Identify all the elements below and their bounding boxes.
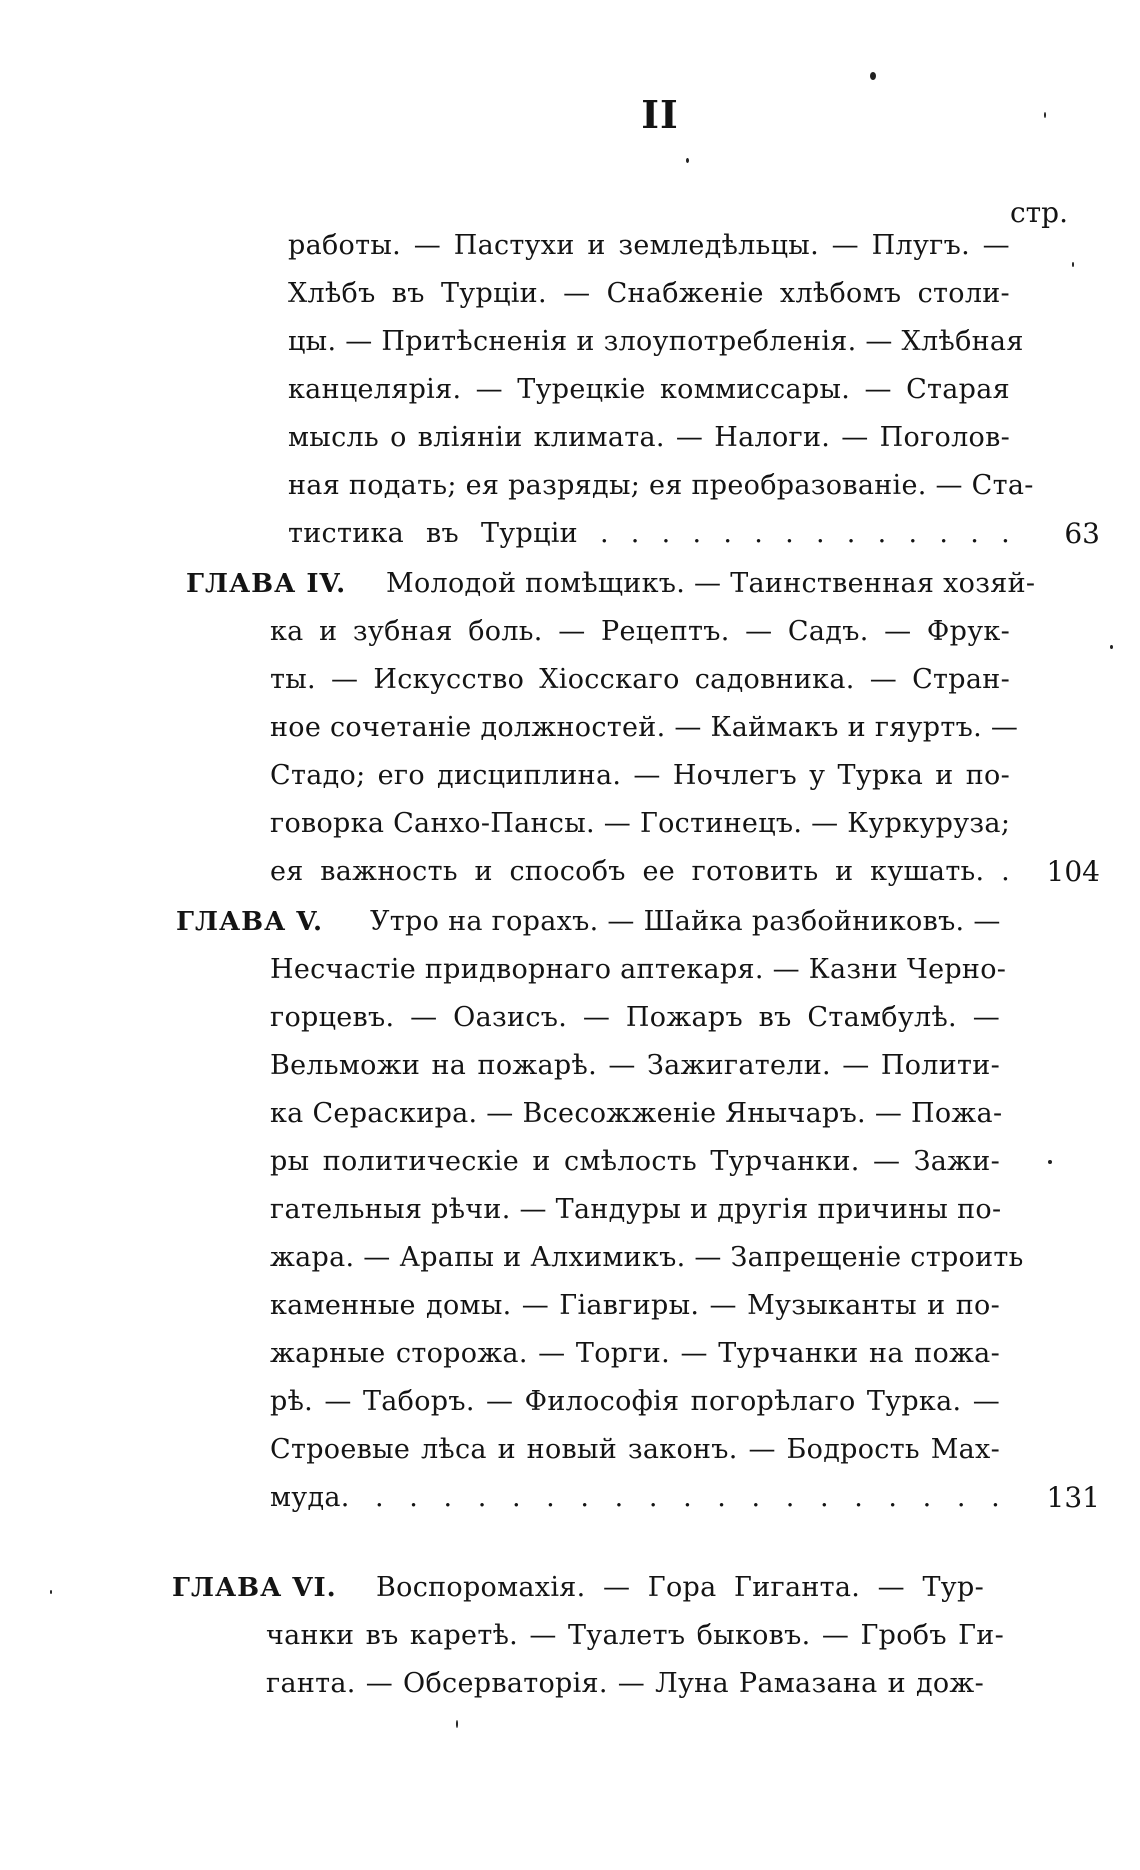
scan-speck	[1110, 645, 1113, 649]
toc-line: ная подать; ея разряды; ея преобразованіе. — Ста-	[288, 470, 1034, 501]
toc-line: Утро на горахъ. — Шайка разбойниковъ. —	[370, 906, 1001, 937]
toc-line: ты. — Искусство Хіосскаго садовника. — Стран-	[270, 664, 1010, 695]
toc-line: ганта. — Обсерваторія. — Луна Рамазана и дож-	[266, 1668, 984, 1699]
toc-line: Несчастіе придворнаго аптекаря. — Казни Черно-	[270, 954, 1007, 985]
toc-line: ное сочетаніе должностей. — Каймакъ и гяуртъ. —	[270, 712, 1019, 743]
toc-line: жара. — Арапы и Алхимикъ. — Запрещеніе строить	[270, 1242, 1024, 1273]
scan-speck	[1044, 112, 1046, 118]
toc-line: мысль о вліяніи климата. — Налоги. — Поголов-	[288, 422, 1010, 453]
toc-page-ref: 63	[1064, 517, 1100, 550]
page-column-header: стр.	[1010, 196, 1068, 229]
toc-line: цы. — Притѣсненія и злоупотребленія. — Хлѣбная	[288, 326, 1024, 357]
toc-line: рѣ. — Таборъ. — Философія погорѣлаго Турка. —	[270, 1386, 1000, 1417]
toc-page-ref: 104	[1046, 855, 1100, 888]
toc-line: каменные домы. — Гіавгиры. — Музыканты и по-	[270, 1290, 1000, 1321]
scan-speck	[50, 1590, 52, 1594]
chapter-label: ГЛАВА V.	[176, 907, 324, 937]
scan-speck	[686, 158, 689, 163]
toc-line: Строевые лѣса и новый законъ. — Бодрость Мах-	[270, 1434, 1000, 1465]
toc-line: Воспоромахія. — Гора Гиганта. — Тур-	[376, 1572, 984, 1603]
toc-page-ref: 131	[1046, 1481, 1100, 1514]
toc-line: ка и зубная боль. — Рецептъ. — Садъ. — Фрук-	[270, 616, 1010, 647]
toc-line: жарные сторожа. — Торги. — Турчанки на пожа-	[270, 1338, 1000, 1369]
scan-speck	[456, 1720, 458, 1728]
toc-line: горцевъ. — Оазисъ. — Пожаръ въ Стамбулѣ. —	[270, 1002, 1000, 1033]
scan-speck	[870, 72, 876, 80]
toc-line: ры политическіе и смѣлость Турчанки. — Зажи-	[270, 1146, 1000, 1177]
toc-line: гательныя рѣчи. — Тандуры и другія причины по-	[270, 1194, 1002, 1225]
scan-speck	[1072, 262, 1074, 267]
toc-line: чанки въ каретѣ. — Туалетъ быковъ. — Гробъ Ги-	[266, 1620, 1004, 1651]
toc-line: ея важность и способъ ее готовить и кушать. .	[270, 856, 1010, 887]
scan-speck	[1048, 1160, 1052, 1164]
toc-line: тистика въ Турціи . . . . . . . . . . . . . .	[288, 518, 1010, 549]
toc-line: Хлѣбъ въ Турціи. — Снабженіе хлѣбомъ столи-	[288, 278, 1010, 309]
toc-line: говорка Санхо-Пансы. — Гостинецъ. — Куркуруза;	[270, 808, 1011, 839]
toc-line: муда. . . . . . . . . . . . . . . . . . . .	[270, 1482, 1000, 1513]
toc-line: Стадо; его дисциплина. — Ночлегъ у Турка и по-	[270, 760, 1010, 791]
chapter-label: ГЛАВА IV.	[186, 569, 347, 599]
toc-line: Молодой помѣщикъ. — Таинственная хозяй-	[386, 568, 1036, 599]
toc-line: ка Сераскира. — Всесожженіе Янычаръ. — Пожа-	[270, 1098, 1003, 1129]
page-number: II	[641, 92, 679, 137]
toc-line: канцелярія. — Турецкіе коммиссары. — Старая	[288, 374, 1010, 405]
chapter-label: ГЛАВА VI.	[172, 1573, 337, 1603]
toc-line: работы. — Пастухи и земледѣльцы. — Плугъ. —	[288, 230, 1010, 261]
toc-line: Вельможи на пожарѣ. — Зажигатели. — Полити-	[270, 1050, 1000, 1081]
